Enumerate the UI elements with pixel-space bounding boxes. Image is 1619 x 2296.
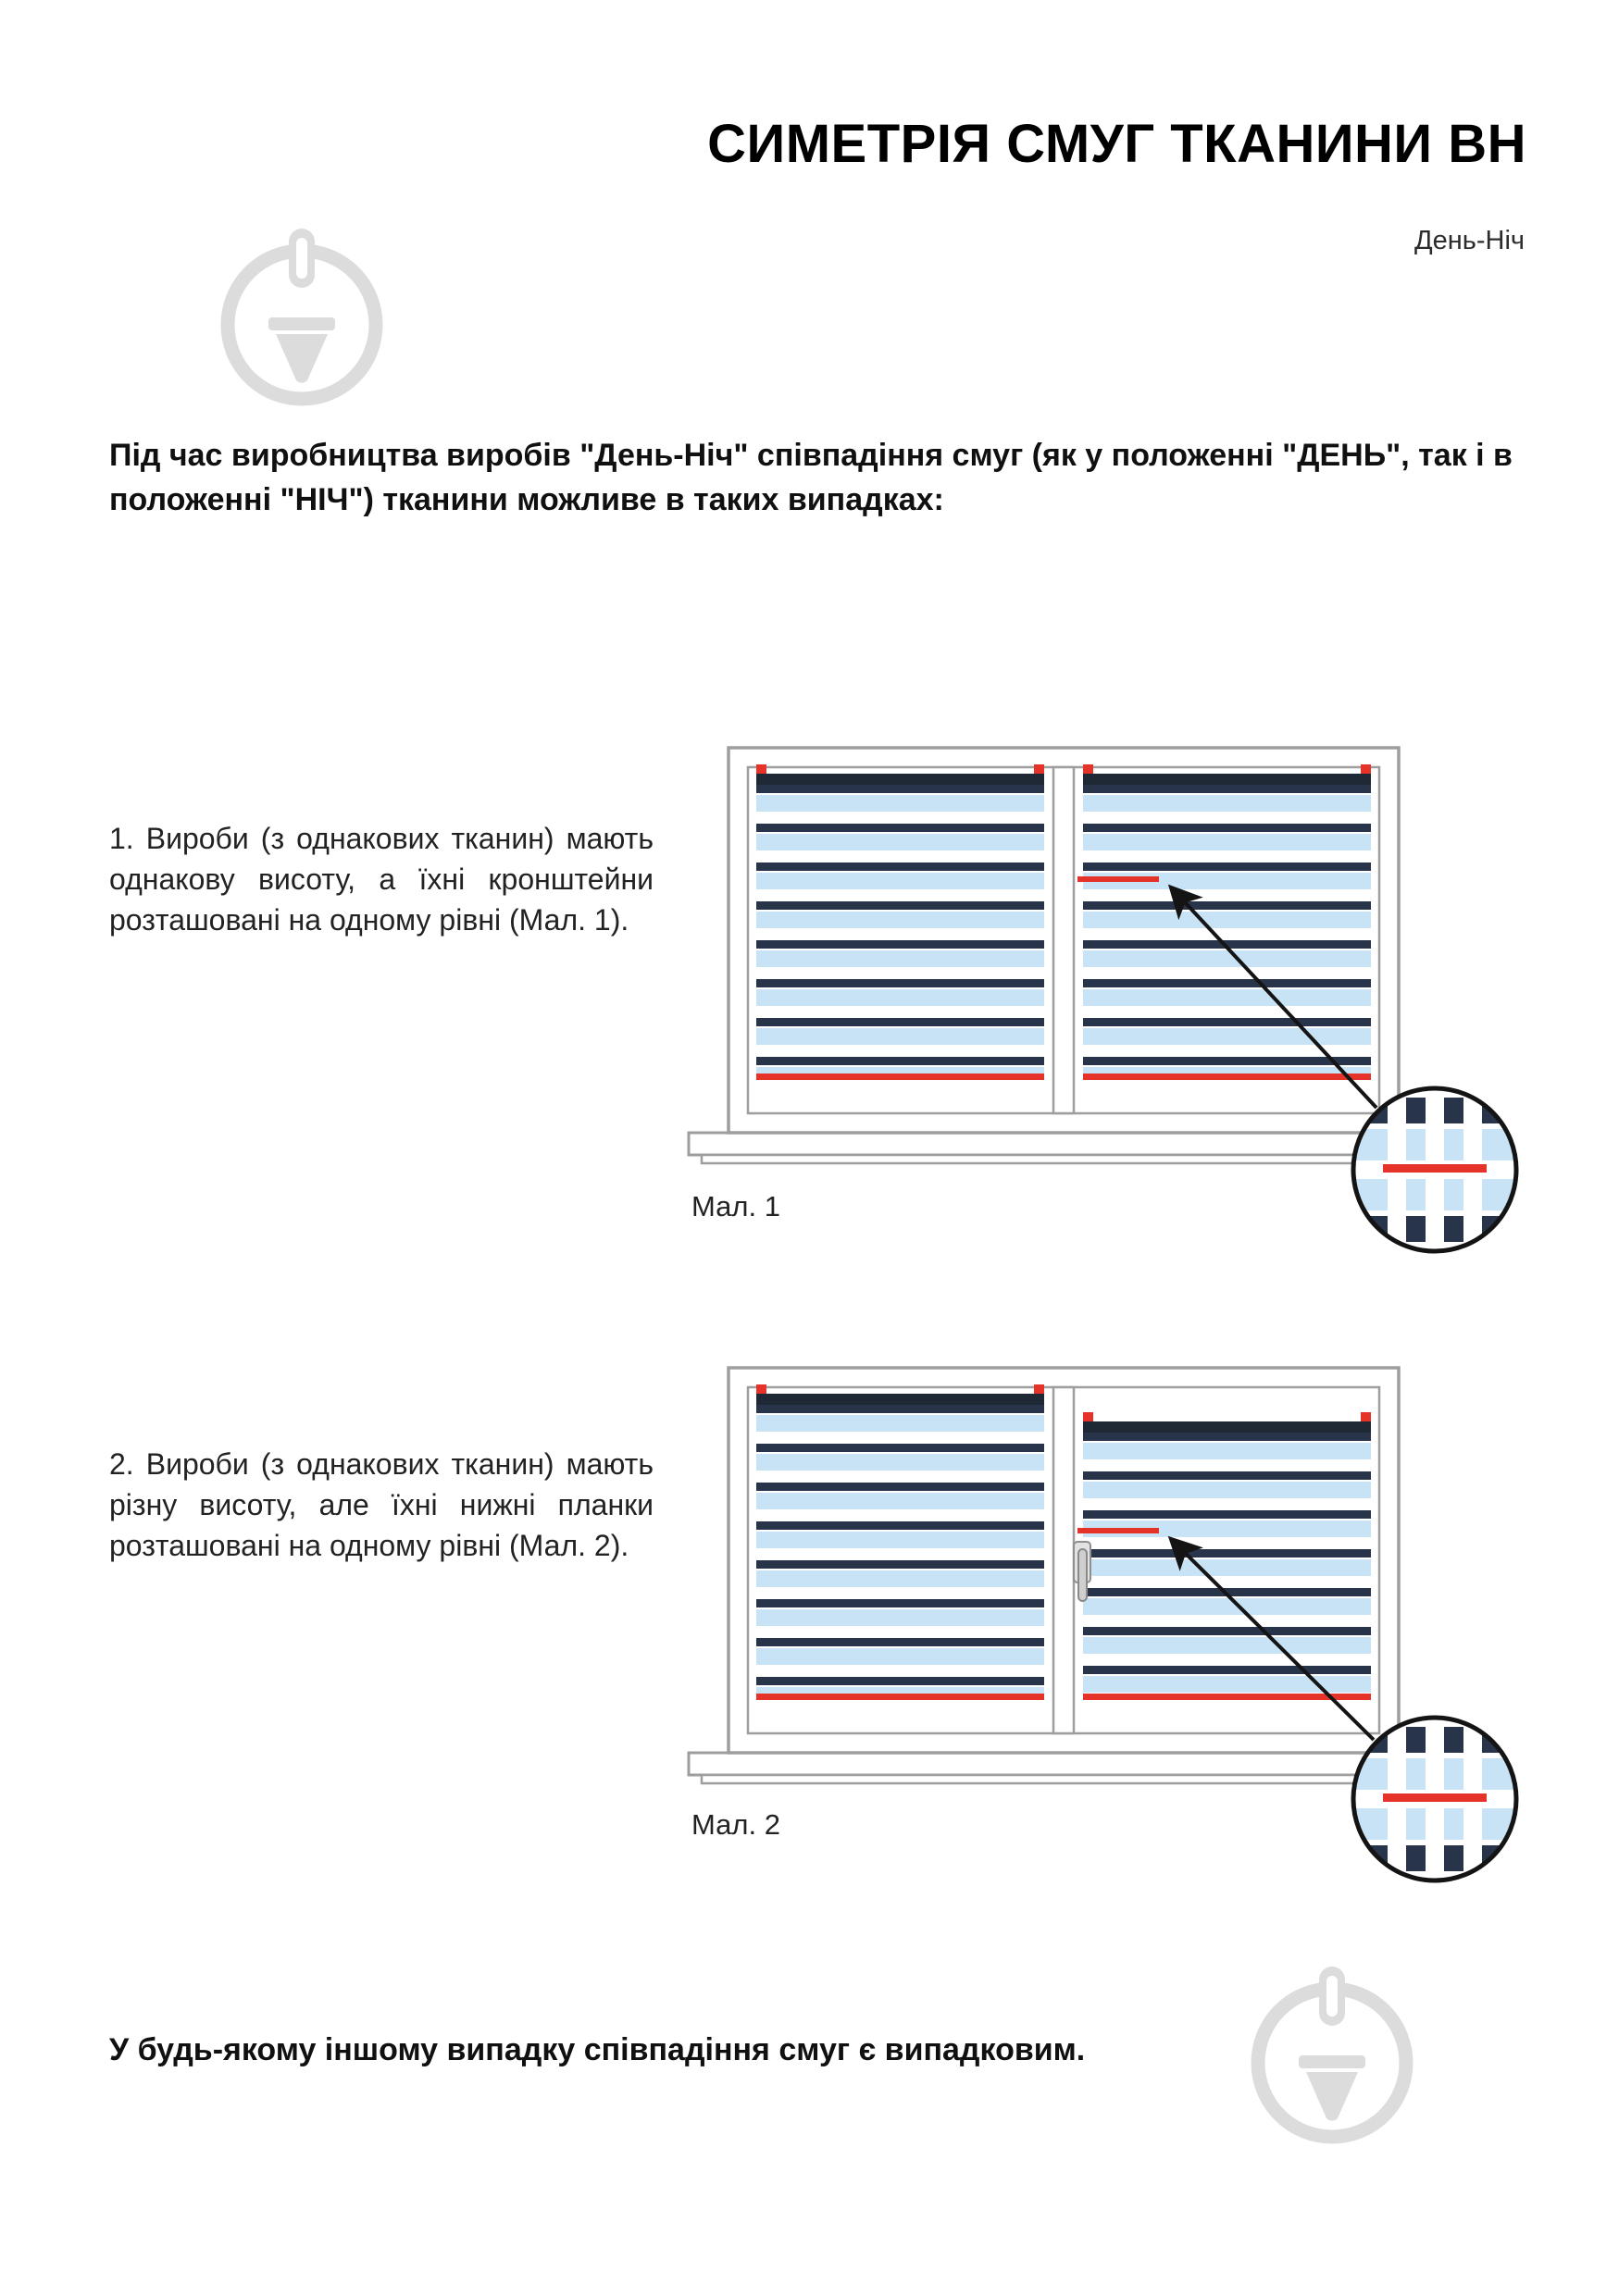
bottom-bar: [756, 1074, 1044, 1080]
brand-watermark-icon: [1234, 1959, 1430, 2155]
bottom-bar: [1083, 1074, 1371, 1080]
figure-2-illustration: [648, 1351, 1555, 1888]
conclusion-text: У будь-якому іншому випадку співпадіння смуг є випадковим.: [109, 2032, 1086, 2067]
windowsill: [689, 1133, 1450, 1163]
case-1-text: 1. Вироби (з однакових тканин) мають однакову висоту, а їхні кронштейни розташовані на одному рівні (Мал. 1).: [109, 822, 654, 937]
figure-1-caption: Мал. 1: [691, 1190, 780, 1222]
windowsill: [689, 1753, 1450, 1783]
intro-paragraph: Під час виробництва виробів "День-Ніч" співпадіння смуг (як у положенні "ДЕНЬ", так і в положенні "НІЧ") тканини можливе в таких випадках:: [109, 438, 1513, 518]
brand-watermark-icon: [204, 221, 400, 417]
blind-right: [1083, 1412, 1371, 1700]
page-title: СИМЕТРІЯ СМУГ ТКАНИНИ ВН: [707, 114, 1526, 174]
blind-left: [756, 1384, 1044, 1700]
figure-1-illustration: [648, 731, 1555, 1268]
blind-right: [1083, 764, 1371, 1080]
case-2-text: 2. Вироби (з однакових тканин) мають різну висоту, але їхні нижні планки розташовані на одному рівні (Мал. 2).: [109, 1447, 654, 1563]
figure-2-caption: Мал. 2: [691, 1808, 780, 1841]
alignment-mark: [1077, 876, 1159, 882]
blind-left: [756, 764, 1044, 1080]
bottom-bar: [756, 1694, 1044, 1700]
page-subtitle: День-Ніч: [1414, 226, 1525, 255]
alignment-mark: [1077, 1528, 1159, 1533]
